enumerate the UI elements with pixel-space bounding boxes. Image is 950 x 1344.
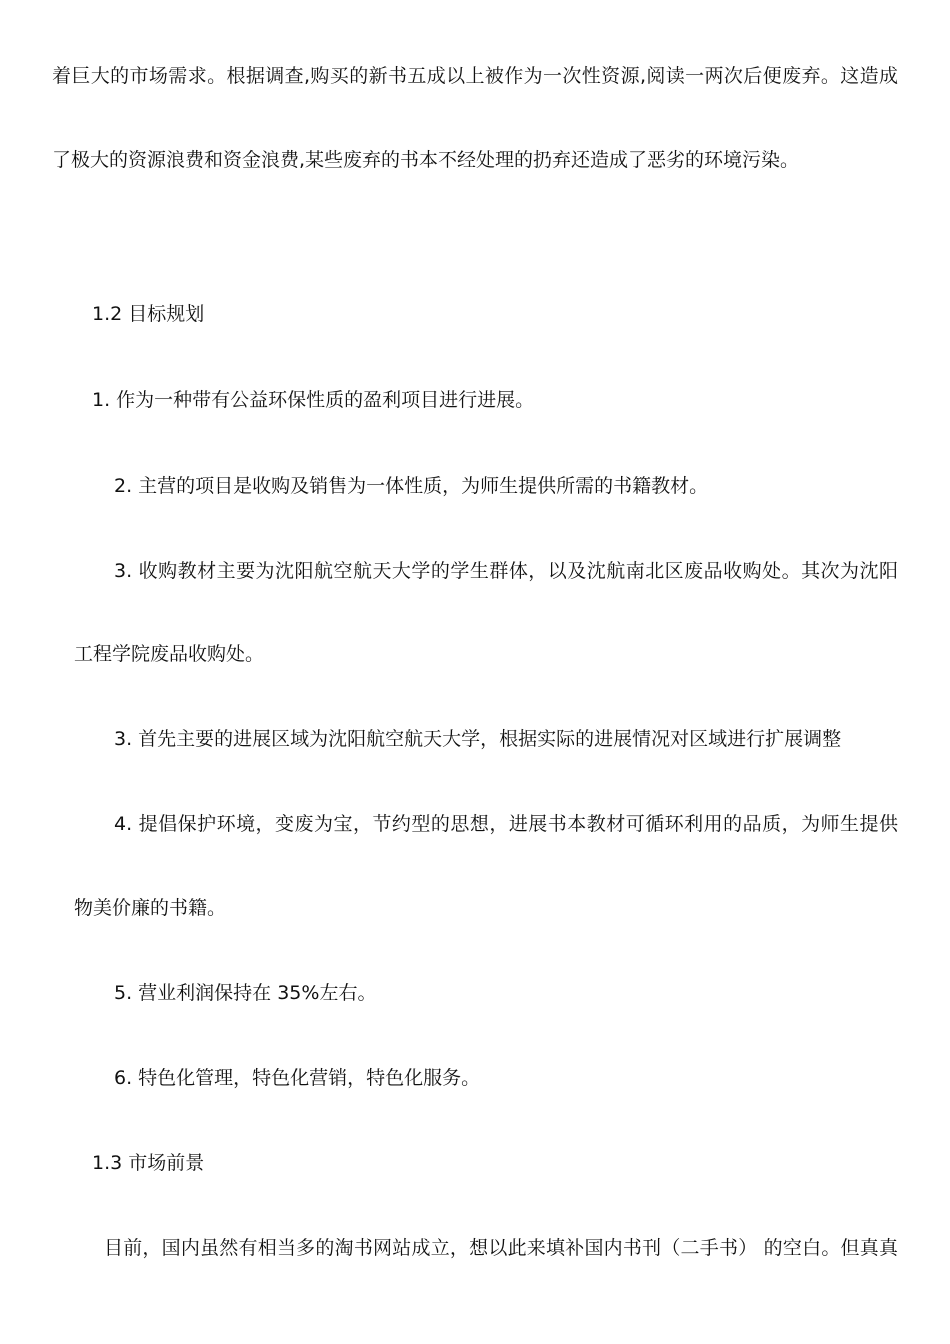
goal-item-3a-line-2: 工程学院废品收购处。 (74, 643, 265, 665)
goal-item-1: 1. 作为一种带有公益环保性质的盈利项目进行进展。 (92, 389, 535, 411)
intro-paragraph-line-1: 着巨大的市场需求。根据调查,购买的新书五成以上被作为一次性资源,阅读一两次后便废弃。这造成 (52, 65, 898, 87)
section-heading-1-2: 1.2 目标规划 (92, 303, 205, 325)
goal-item-2: 2. 主营的项目是收购及销售为一体性质，为师生提供所需的书籍教材。 (114, 475, 709, 497)
goal-item-5: 5. 营业利润保持在 35%左右。 (114, 982, 377, 1004)
goal-item-4-line-2: 物美价廉的书籍。 (74, 897, 227, 919)
intro-paragraph-line-2: 了极大的资源浪费和资金浪费,某些废弃的书本不经处理的扔弃还造成了恶劣的环境污染。 (52, 149, 800, 171)
market-paragraph-line-1: 目前，国内虽然有相当多的淘书网站成立，想以此来填补国内书刊（二手书） 的空白。但真真 (104, 1237, 898, 1259)
goal-item-4-line-1: 4. 提倡保护环境，变废为宝，节约型的思想，进展书本教材可循环利用的品质，为师生提供 (114, 813, 898, 835)
goal-item-3b: 3. 首先主要的进展区域为沈阳航空航天大学，根据实际的进展情况对区域进行扩展调整 (114, 728, 842, 750)
goal-item-6: 6. 特色化管理，特色化营销，特色化服务。 (114, 1067, 481, 1089)
section-heading-1-3: 1.3 市场前景 (92, 1152, 205, 1174)
goal-item-3a-line-1: 3. 收购教材主要为沈阳航空航天大学的学生群体，以及沈航南北区废品收购处。其次为沈阳 (114, 560, 898, 582)
